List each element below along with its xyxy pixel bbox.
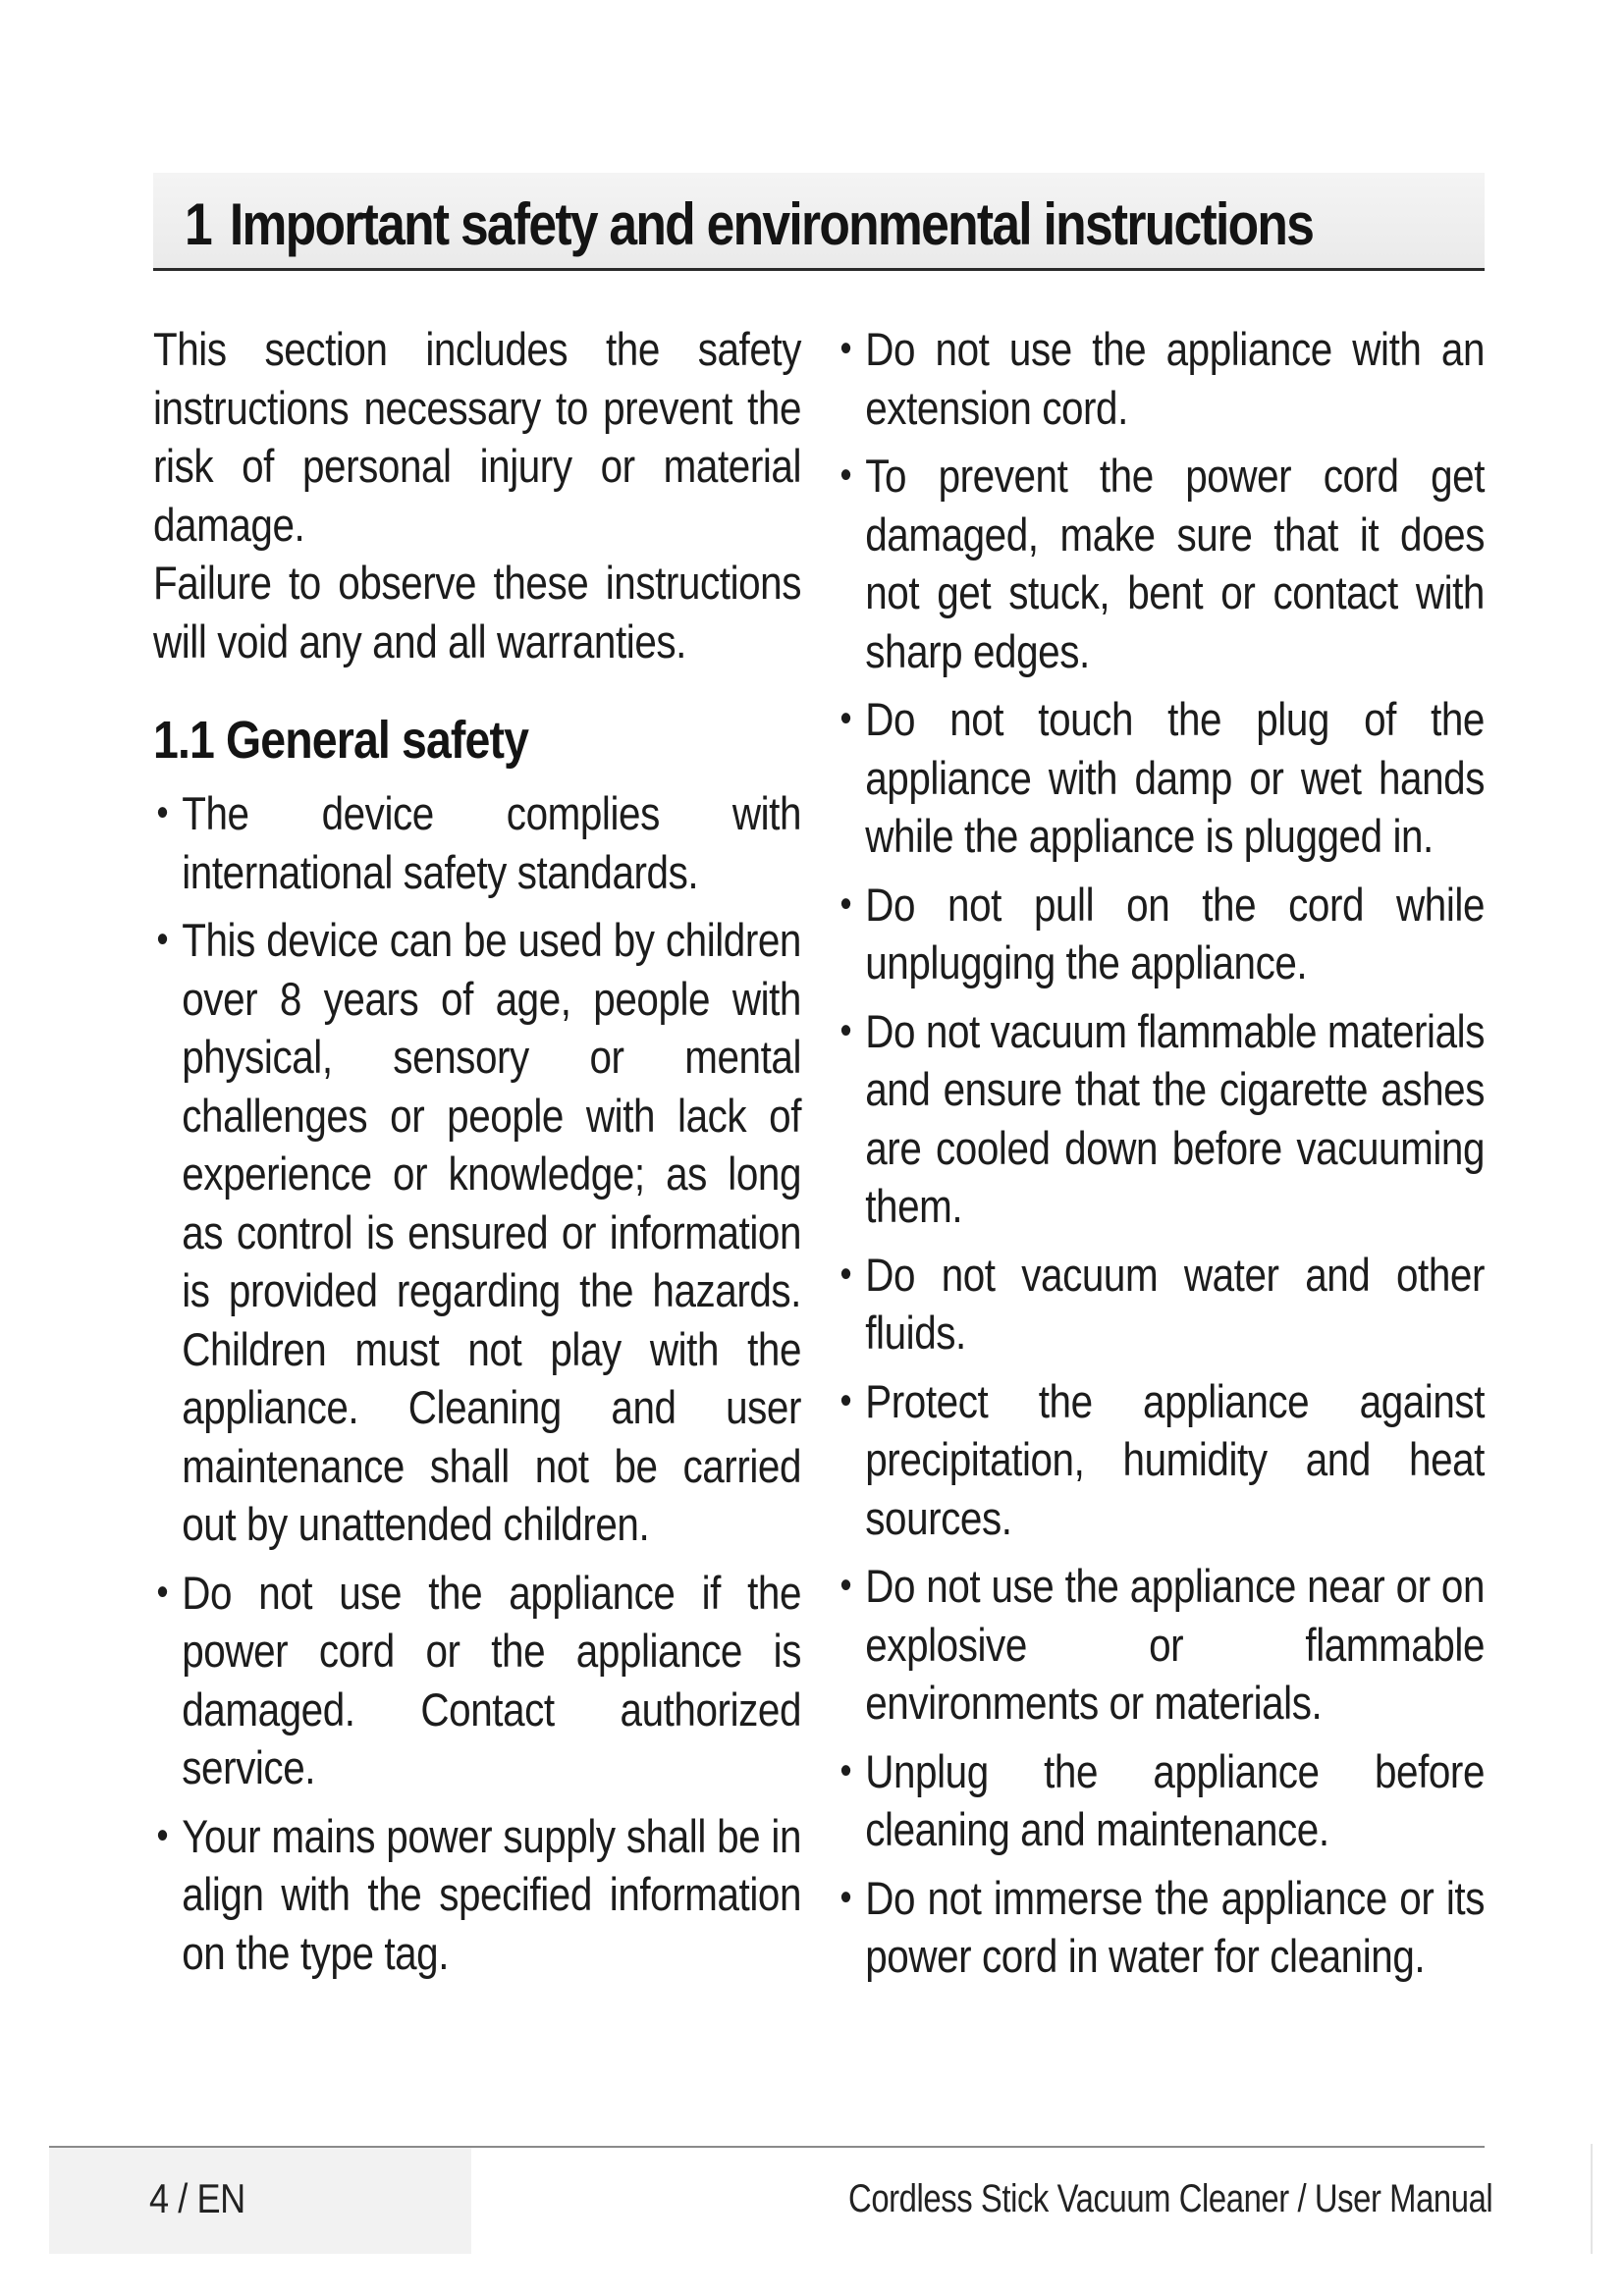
list-item (837, 320, 1485, 437)
page-number: 4 / EN (149, 2175, 245, 2221)
bullet-icon: • (156, 918, 169, 961)
list-item-text: Do not vacuum flammable materials and ensure that the cigarette ashes are cooled down before vacuuming them. (865, 1004, 1485, 1232)
list-item-text: Your mains power supply shall be in align with the specified information on the type tag. (182, 1809, 801, 1979)
bullet-icon: • (839, 327, 852, 370)
list-item (837, 1742, 1485, 1859)
list-item-text: The device complies with international safety standards. (182, 787, 801, 898)
list-item-text: Do not use the appliance near or on explosive or flammable environments or materials. (865, 1560, 1485, 1729)
intro-paragraph-2: Failure to observe these instructions will void any and all warranties. (153, 557, 801, 667)
list-item-text: Do not use the appliance with an extension cord. (865, 323, 1485, 434)
left-safety-list (153, 784, 801, 1982)
bullet-icon: • (839, 697, 852, 740)
list-item (837, 876, 1485, 992)
section-number: 1 (185, 191, 211, 257)
right-column (837, 320, 1485, 1996)
list-item (837, 1869, 1485, 1986)
list-item (837, 1246, 1485, 1362)
bullet-icon: • (839, 1875, 852, 1919)
list-item-text: This device can be used by children over 8 years of age, people with physical, sensory or mental challenges or people with lack of experience or knowledge; as long as control is ensured or information is provided regarding the hazards. Children must not play with the appliance. Cleaning and user maintenance shall not be carried out by unattended children. (182, 914, 801, 1550)
section-title (185, 190, 1313, 258)
left-column (153, 320, 801, 1992)
list-item (837, 447, 1485, 680)
page-edge-mark (1591, 2144, 1593, 2254)
list-item-text: Do not vacuum water and other fluids. (865, 1248, 1485, 1359)
section-header (153, 173, 1485, 271)
list-item-text: Do not immerse the appliance or its power cord in water for cleaning. (865, 1871, 1485, 1982)
list-item-text: Do not use the appliance if the power cord or the appliance is damaged. Contact authorized service. (182, 1566, 801, 1793)
right-safety-list (837, 320, 1485, 1986)
bullet-icon: • (839, 1008, 852, 1052)
bullet-icon: • (839, 1564, 852, 1607)
list-item (153, 1564, 801, 1797)
list-item-text: Unplug the appliance before cleaning and maintenance. (865, 1744, 1485, 1855)
list-item-text: Protect the appliance against precipitation, humidity and heat sources. (865, 1374, 1485, 1544)
list-item (837, 1002, 1485, 1236)
bullet-icon: • (839, 1378, 852, 1422)
list-item (153, 1807, 801, 1983)
list-item-text: To prevent the power cord get damaged, make sure that it does not get stuck, bent or contact with sharp edges. (865, 450, 1485, 677)
bullet-icon: • (156, 1813, 169, 1857)
bullet-icon: • (839, 881, 852, 926)
footer-page-panel (49, 2148, 471, 2254)
list-item (837, 1372, 1485, 1548)
bullet-icon: • (839, 1252, 852, 1296)
list-item (837, 690, 1485, 866)
bullet-icon: • (156, 791, 169, 834)
intro-paragraph-1: This section includes the safety instructions necessary to prevent the risk of personal injury or material damage. (153, 323, 801, 551)
list-item-text: Do not touch the plug of the appliance with damp or wet hands while the appliance is plugged in. (865, 693, 1485, 862)
list-item (153, 784, 801, 901)
section-title-text: Important safety and environmental instructions (229, 191, 1314, 257)
list-item-text: Do not pull on the cord while unplugging the appliance. (865, 878, 1485, 988)
bullet-icon: • (156, 1570, 169, 1614)
list-item (153, 911, 801, 1554)
document-title: Cordless Stick Vacuum Cleaner / User Manual (847, 2177, 1492, 2220)
list-item (837, 1557, 1485, 1733)
subsection-title: 1.1 General safety (153, 711, 529, 770)
bullet-icon: • (839, 1748, 852, 1792)
bullet-icon: • (839, 454, 852, 497)
